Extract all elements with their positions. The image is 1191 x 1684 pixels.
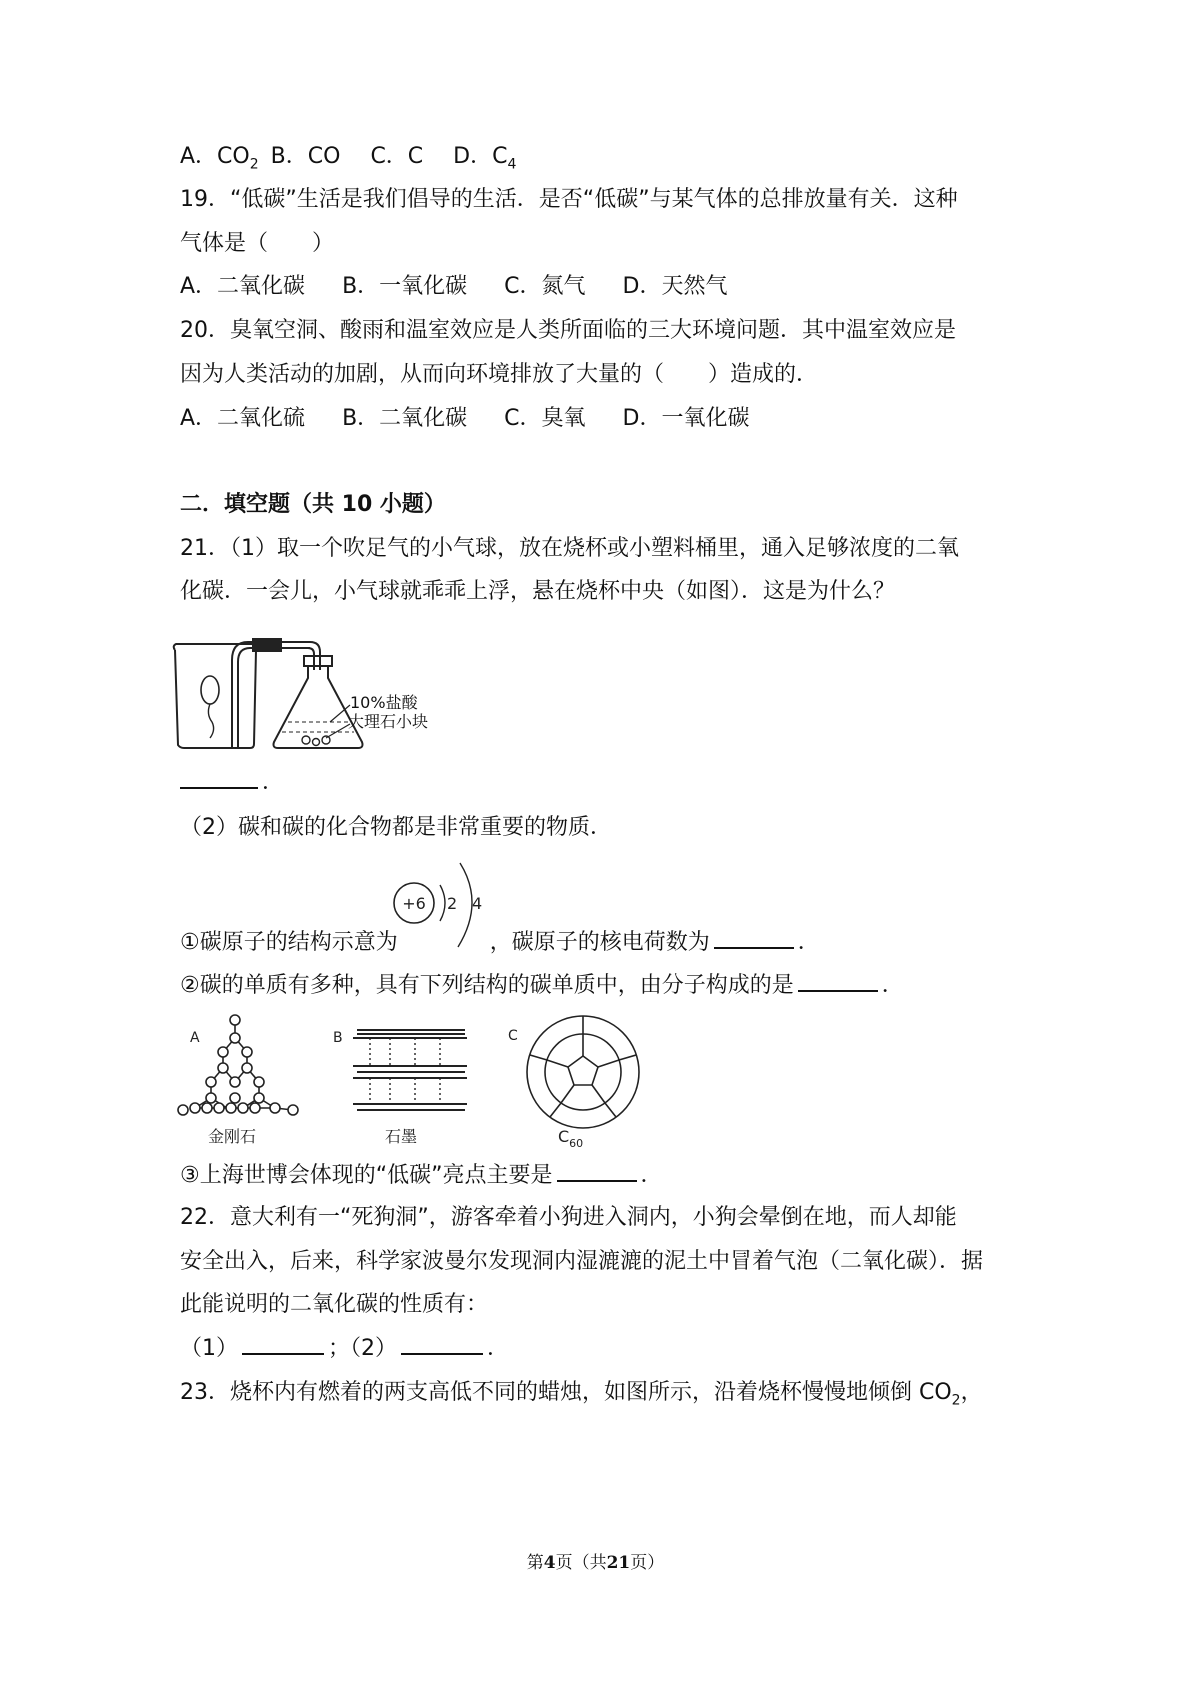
q21-text-line1: 21．（1）取一个吹足气的小气球，放在烧杯或小塑料桶里，通入足够浓度的二氧 [180, 536, 959, 561]
q21-item2: ②碳的单质有多种，具有下列结构的碳单质中，由分子构成的是 ． [180, 970, 904, 1001]
q19-text-line2: 气体是（ ） [180, 231, 335, 256]
q23-text-line1: 23．烧杯内有燃着的两支高低不同的蜡烛，如图所示，沿着烧杯慢慢地倾倒 $CO_2$， [180, 1380, 983, 1409]
fig-label-marble: 大理石小块 [348, 712, 429, 731]
fig-label-hydrochloric-acid: 10%盐酸 [350, 693, 418, 712]
q21-answer-line: ． [180, 767, 284, 798]
q21-text-line2: 化碳．一会儿，小气球就乖乖上浮，悬在烧杯中央（如图）．这是为什么？ [180, 579, 896, 604]
fullerene-structure [527, 1016, 639, 1128]
q19-option-c: C．氮气 [504, 274, 586, 299]
apparatus-figure [170, 630, 460, 755]
carbon-structures-figure [175, 1010, 655, 1155]
atom-shell2-count: 4 [472, 894, 483, 913]
q22-text-line1: 22．意大利有一“死狗洞”，游客牵着小狗进入洞内，小狗会晕倒在地，而人却能 [180, 1205, 957, 1230]
graphite-structure [353, 1030, 467, 1110]
section-title: 二．填空题（共 10 小题） [180, 492, 446, 517]
q20-option-c: C．臭氧 [504, 406, 586, 431]
q18-option-d: D．$C_4$ [453, 144, 517, 173]
struct-a-letter: A [190, 1030, 200, 1046]
q20-options [180, 404, 779, 434]
page-footer: 第4页（共21页） [526, 1553, 665, 1573]
q19-options [180, 272, 757, 302]
q21-item2-blank[interactable] [798, 970, 878, 992]
struct-c-name: $C_{60}$ [558, 1127, 584, 1150]
q21-blank[interactable] [180, 767, 258, 789]
q18-option-b: B．CO [270, 144, 341, 169]
q22-text-line2: 安全出入，后来，科学家波曼尔发现洞内湿漉漉的泥土中冒着气泡（二氧化碳）．据 [180, 1249, 984, 1274]
struct-b-name: 石墨 [385, 1127, 418, 1146]
q19-option-b: B．一氧化碳 [342, 274, 468, 299]
q21-item1: ①碳原子的结构示意为 ，碳原子的核电荷数为 ． [180, 927, 820, 958]
q18-options [180, 142, 546, 179]
atom-nucleus-label: +6 [402, 894, 426, 913]
q20-option-d: D．一氧化碳 [622, 406, 750, 431]
atom-shell1-count: 2 [447, 894, 458, 913]
q21-part2: （2）碳和碳的化合物都是非常重要的物质． [180, 815, 612, 840]
q18-option-a: A．$CO_2$ [180, 144, 259, 173]
q21-item3: ③上海世博会体现的“低碳”亮点主要是 ． [180, 1160, 663, 1191]
q20-text-line1: 20．臭氧空洞、酸雨和温室效应是人类所面临的三大环境问题．其中温室效应是 [180, 318, 956, 343]
struct-b-letter: B [333, 1030, 343, 1046]
total-page-count: 21 [606, 1553, 631, 1573]
current-page-number: 4 [543, 1553, 556, 1573]
q22-text-line3: 此能说明的二氧化碳的性质有： [180, 1292, 489, 1317]
q20-text-line2: 因为人类活动的加剧，从而向环境排放了大量的（ ）造成的． [180, 362, 819, 387]
q22-blank-1[interactable] [242, 1333, 324, 1355]
q22-blank-2[interactable] [401, 1333, 483, 1355]
q21-item1-blank[interactable] [714, 927, 794, 949]
q19-text-line1: 19．“低碳”生活是我们倡导的生活．是否“低碳”与某气体的总排放量有关．这种 [180, 187, 958, 212]
q18-option-c: C．C [370, 144, 424, 169]
struct-a-name: 金刚石 [208, 1127, 257, 1146]
q19-option-d: D．天然气 [622, 274, 728, 299]
q22-answers: （1） ；（2） ． [180, 1333, 509, 1364]
q20-option-b: B．二氧化碳 [342, 406, 468, 431]
q20-option-a: A．二氧化硫 [180, 406, 306, 431]
q19-option-a: A．二氧化碳 [180, 274, 306, 299]
q21-item3-blank[interactable] [557, 1160, 637, 1182]
struct-c-letter: C [508, 1028, 518, 1044]
